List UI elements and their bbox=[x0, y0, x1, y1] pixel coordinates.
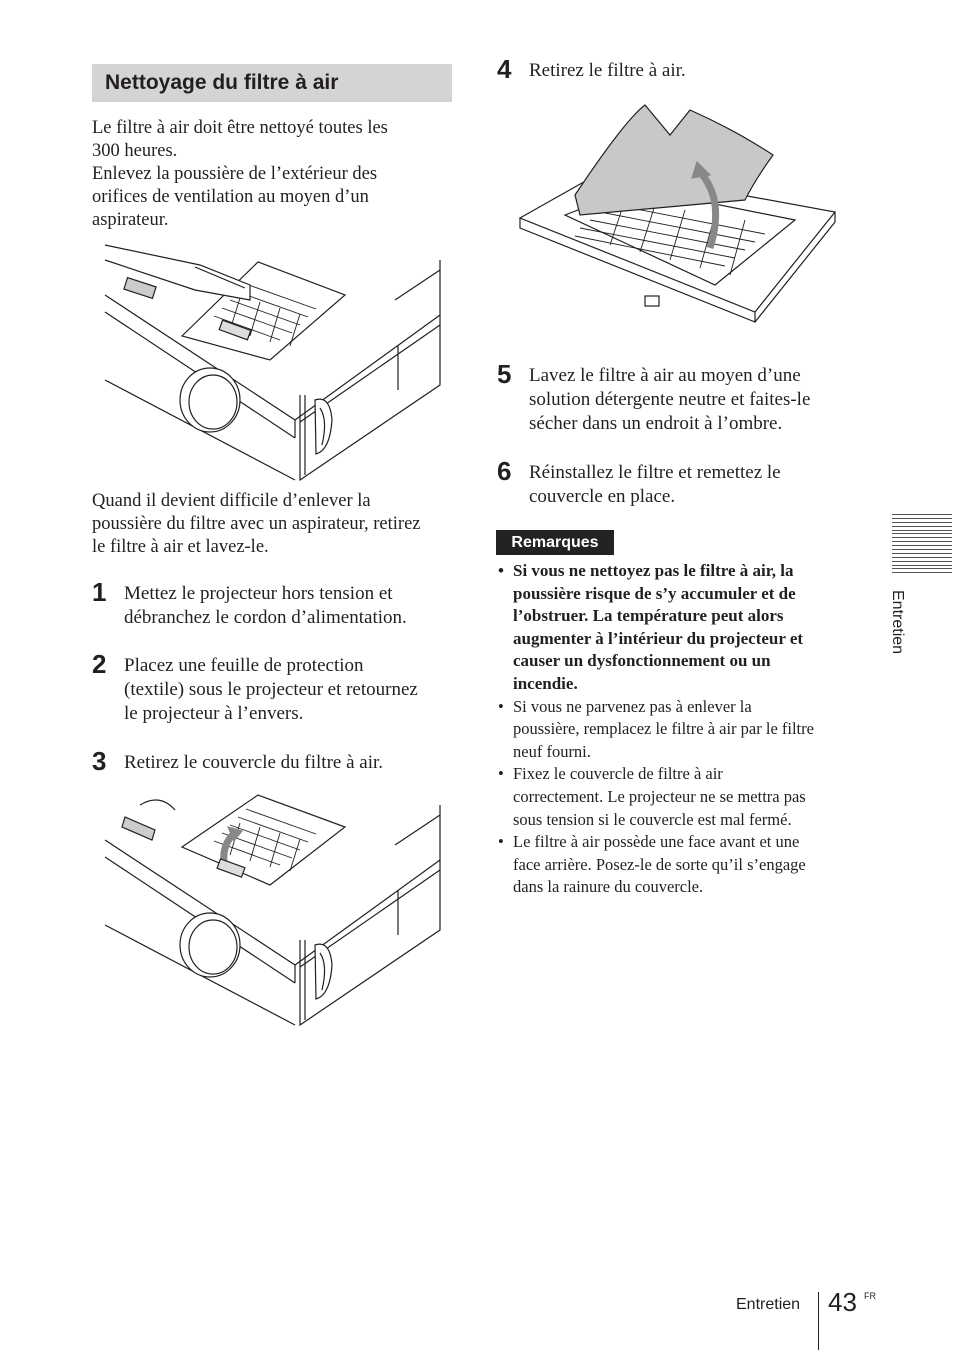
remove-filter-illustration bbox=[515, 100, 840, 325]
step-2-number: 2 bbox=[92, 649, 107, 679]
notes-list bbox=[496, 560, 858, 899]
page-number: 43 bbox=[828, 1287, 857, 1317]
difficult-paragraph bbox=[92, 490, 454, 559]
difficult-line: le filtre à air et lavez-le. bbox=[92, 537, 269, 557]
notes-badge: Remarques bbox=[496, 530, 614, 555]
step-1-number: 1 bbox=[92, 577, 107, 607]
footer-divider bbox=[818, 1292, 819, 1350]
step-line: débranchez le cordon d’alimentation. bbox=[124, 607, 407, 628]
step-6-text bbox=[529, 461, 859, 509]
note-item: • Si vous ne parvenez pas à enlever la poussière, remplacez le filtre à air par le filtre neuf fourni. bbox=[496, 696, 858, 764]
note-item: • Si vous ne nettoyez pas le filtre à air, la poussière risque de s’y accumuler et de l’obstruer. La température peut alors augmenter à l’intérieur du projecteur et causer un dysfonctionnement ou un incendie. bbox=[496, 560, 858, 696]
intro-line: aspirateur. bbox=[92, 210, 169, 230]
intro-paragraph bbox=[92, 117, 452, 232]
step-5-text bbox=[529, 364, 859, 436]
intro-line: orifices de ventilation au moyen d’un bbox=[92, 187, 369, 207]
step-line: sécher dans un endroit à l’ombre. bbox=[529, 413, 783, 434]
step-5-number: 5 bbox=[497, 359, 512, 389]
page-language: FR bbox=[864, 1291, 876, 1301]
step-line: (textile) sous le projecteur et retournez bbox=[124, 679, 418, 700]
note-item: • Fixez le couvercle de filtre à air correctement. Le projecteur ne se mettra pas sous tension si le couvercle est mal fermé. bbox=[496, 763, 858, 831]
step-2-text bbox=[124, 654, 454, 726]
difficult-line: Quand il devient difficile d’enlever la bbox=[92, 491, 371, 511]
step-line: Placez une feuille de protection bbox=[124, 655, 364, 676]
intro-line: 300 heures. bbox=[92, 141, 178, 161]
intro-line: Le filtre à air doit être nettoyé toutes les bbox=[92, 118, 388, 138]
step-1-text bbox=[124, 582, 454, 630]
side-tab-lines bbox=[892, 514, 952, 576]
difficult-line: poussière du filtre avec un aspirateur, retirez bbox=[92, 514, 421, 534]
step-4-text bbox=[529, 59, 859, 83]
step-line: Retirez le couvercle du filtre à air. bbox=[124, 752, 384, 773]
side-tab bbox=[880, 590, 910, 670]
step-line: le projecteur à l’envers. bbox=[124, 703, 304, 724]
remove-cover-illustration bbox=[100, 785, 445, 1035]
vacuum-cleaning-illustration bbox=[100, 240, 445, 485]
step-line: Retirez le filtre à air. bbox=[529, 60, 686, 81]
step-6-number: 6 bbox=[497, 456, 512, 486]
step-line: Mettez le projecteur hors tension et bbox=[124, 583, 393, 604]
footer-section: Entretien bbox=[736, 1296, 801, 1313]
note-item: • Le filtre à air possède une face avant et une face arrière. Posez-le de sorte qu’il s’engage dans la rainure du couvercle. bbox=[496, 831, 858, 899]
step-line: couvercle en place. bbox=[529, 486, 676, 507]
intro-line: Enlevez la poussière de l’extérieur des bbox=[92, 164, 378, 184]
section-title: Nettoyage du filtre à air bbox=[92, 64, 452, 102]
step-3-number: 3 bbox=[92, 746, 107, 776]
step-line: Réinstallez le filtre et remettez le bbox=[529, 462, 781, 483]
step-4-number: 4 bbox=[497, 54, 512, 84]
side-tab-label: Entretien bbox=[889, 590, 906, 655]
step-3-text bbox=[124, 751, 454, 775]
step-line: solution détergente neutre et faites-le bbox=[529, 389, 811, 410]
step-line: Lavez le filtre à air au moyen d’une bbox=[529, 365, 801, 386]
